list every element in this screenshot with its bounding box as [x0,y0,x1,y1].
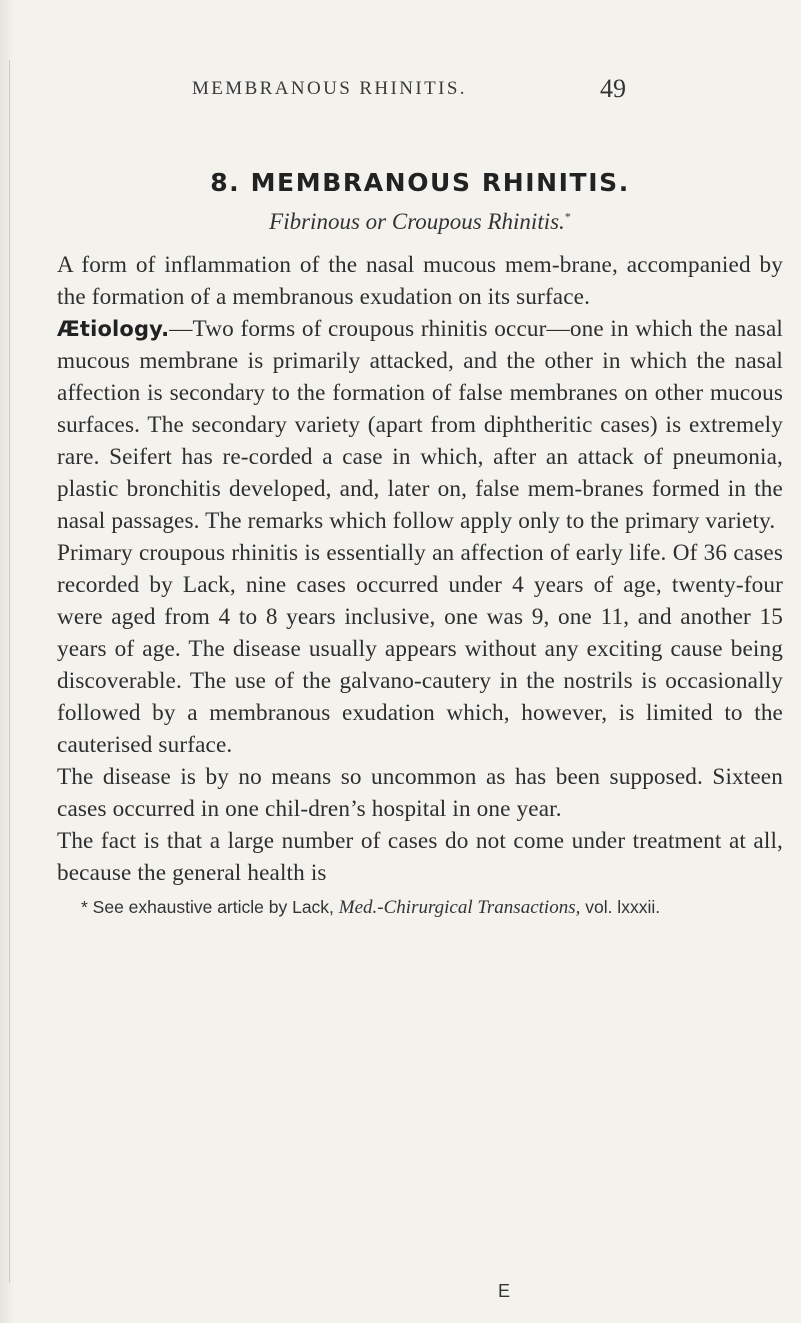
paragraph-treatment: The fact is that a large number of cases do not come under treatment at all, because the general health is [57,828,783,886]
paragraph-aetiology [57,313,783,537]
footnote-suffix: vol. lxxxii. [580,897,661,917]
page-body [57,168,783,920]
aetiology-heading: Ætiology. [57,317,170,341]
page-gutter [0,0,14,1323]
running-head: MEMBRANOUS RHINITIS. [192,78,467,99]
aetiology-text: —Two forms of croupous rhinitis occur—one in which the nasal mucous membrane is primarily attacked, and the other in which the nasal affection is secondary to the formation of false membranes on other mucous surfaces. The secondary variety (apart from diphtheritic cases) is extremely rare. Seifert has re-corded a case in which, after an attack of pneumonia, plastic bronchitis developed, and, later on, false mem-branes formed in the nasal passages. The remarks which follow apply only to the primary variety. [57,316,783,534]
paragraph-frequency: The disease is by no means so uncommon as has been supposed. Sixteen cases occurred in one chil-dren’s hospital in one year. [57,764,783,822]
paragraph-primary: Primary croupous rhinitis is essentially an affection of early life. Of 36 cases recorded by Lack, nine cases occurred under 4 years of age, twenty-four were aged from 4 to 8 years inclusive, one was 9, one 11, and another 15 years of age. The disease usually appears without any exciting cause being discoverable. The use of the galvano-cautery in the nostrils is occasionally followed by a membranous exudation which, however, is limited to the cauterised surface. [57,540,783,758]
footnote-prefix: * See exhaustive article by Lack, [81,897,339,917]
subtitle-text: Fibrinous or Croupous Rhinitis. [269,209,565,234]
section-title: 8. MEMBRANOUS RHINITIS. [210,168,630,197]
section-subtitle [57,209,783,235]
footnote-marker: * [564,209,571,224]
footnote-journal: Med.-Chirurgical Transactions, [338,897,581,918]
signature-mark: E [498,1281,511,1301]
page-number: 49 [600,74,626,103]
paragraph-definition: A form of inflammation of the nasal mucous mem-brane, accompanied by the formation of a membranous exudation on its surface. [57,252,783,310]
footnote [57,895,783,920]
gutter-line [9,60,10,1283]
